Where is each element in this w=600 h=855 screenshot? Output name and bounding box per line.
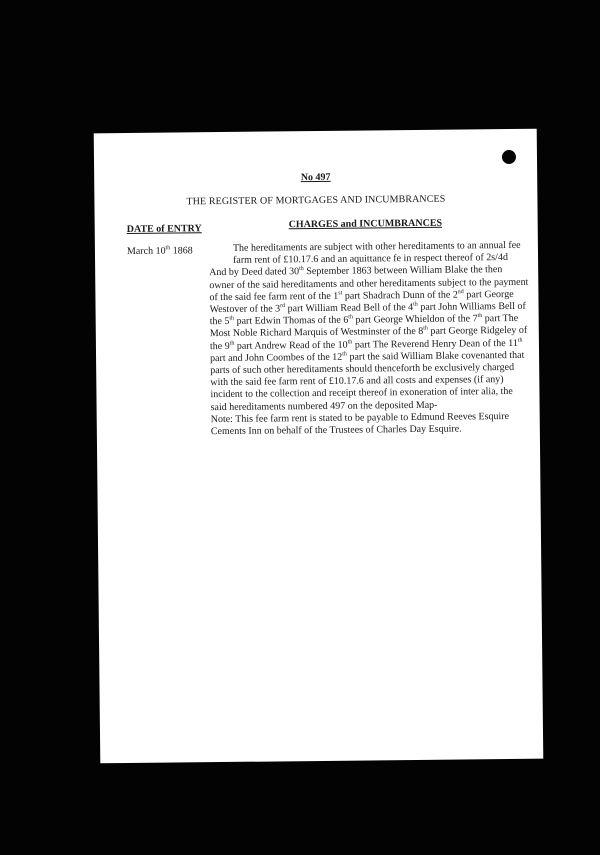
document-page bbox=[94, 129, 544, 764]
entry-text bbox=[209, 240, 531, 439]
register-title: THE REGISTER OF MORTGAGES AND INCUMBRANCES bbox=[186, 193, 446, 208]
entry-paragraph-rent: The hereditaments are subject with other hereditaments to an annual fee farm rent of £10.17.6 and an aquittance fe in respect thereof of 2s/4d bbox=[232, 239, 521, 267]
register-number: No 497 bbox=[300, 171, 331, 184]
date-of-entry-heading: DATE of ENTRY bbox=[126, 223, 202, 235]
punch-hole bbox=[502, 150, 516, 164]
entry-note: Note: This fee farm rent is stated to be payable to Edmund Reeves Esquire Cements Inn on behalf of the Trustees of Charles Day Esquire. bbox=[210, 410, 510, 438]
entry-date: March 10th 1868 bbox=[126, 245, 193, 257]
entry-paragraph-deed: And by Deed dated 30th September 1863 between William Blake the then owner of the said hereditaments and other hereditaments subject to the payment of the said fee farm rent of the 1st part Shadrach Dunn of the 2nd part George Westover of the 3rd part William Read Bell of the 4th part John Williams Bell of the 5th part Edwin Thomas of the 6th part George Whieldon of the 7th part The Most Noble Richard Marquis of Westminster of the 8th part George Ridgeley of the 9th part Andrew Read of the 10th part The Reverend Henry Dean of the 11th part and John Coombes of the 12th part the said William Blake covenanted that parts of such other hereditaments should thenceforth be exclusively charged with the said fee farm rent of £10.17.6 and all costs and expenses (if any) incident to the collection and receipt thereof in exoneration of inter alia, the said hereditaments numbered 497 on the deposited Map- bbox=[209, 264, 529, 413]
charges-heading: CHARGES and INCUMBRANCES bbox=[288, 217, 443, 231]
